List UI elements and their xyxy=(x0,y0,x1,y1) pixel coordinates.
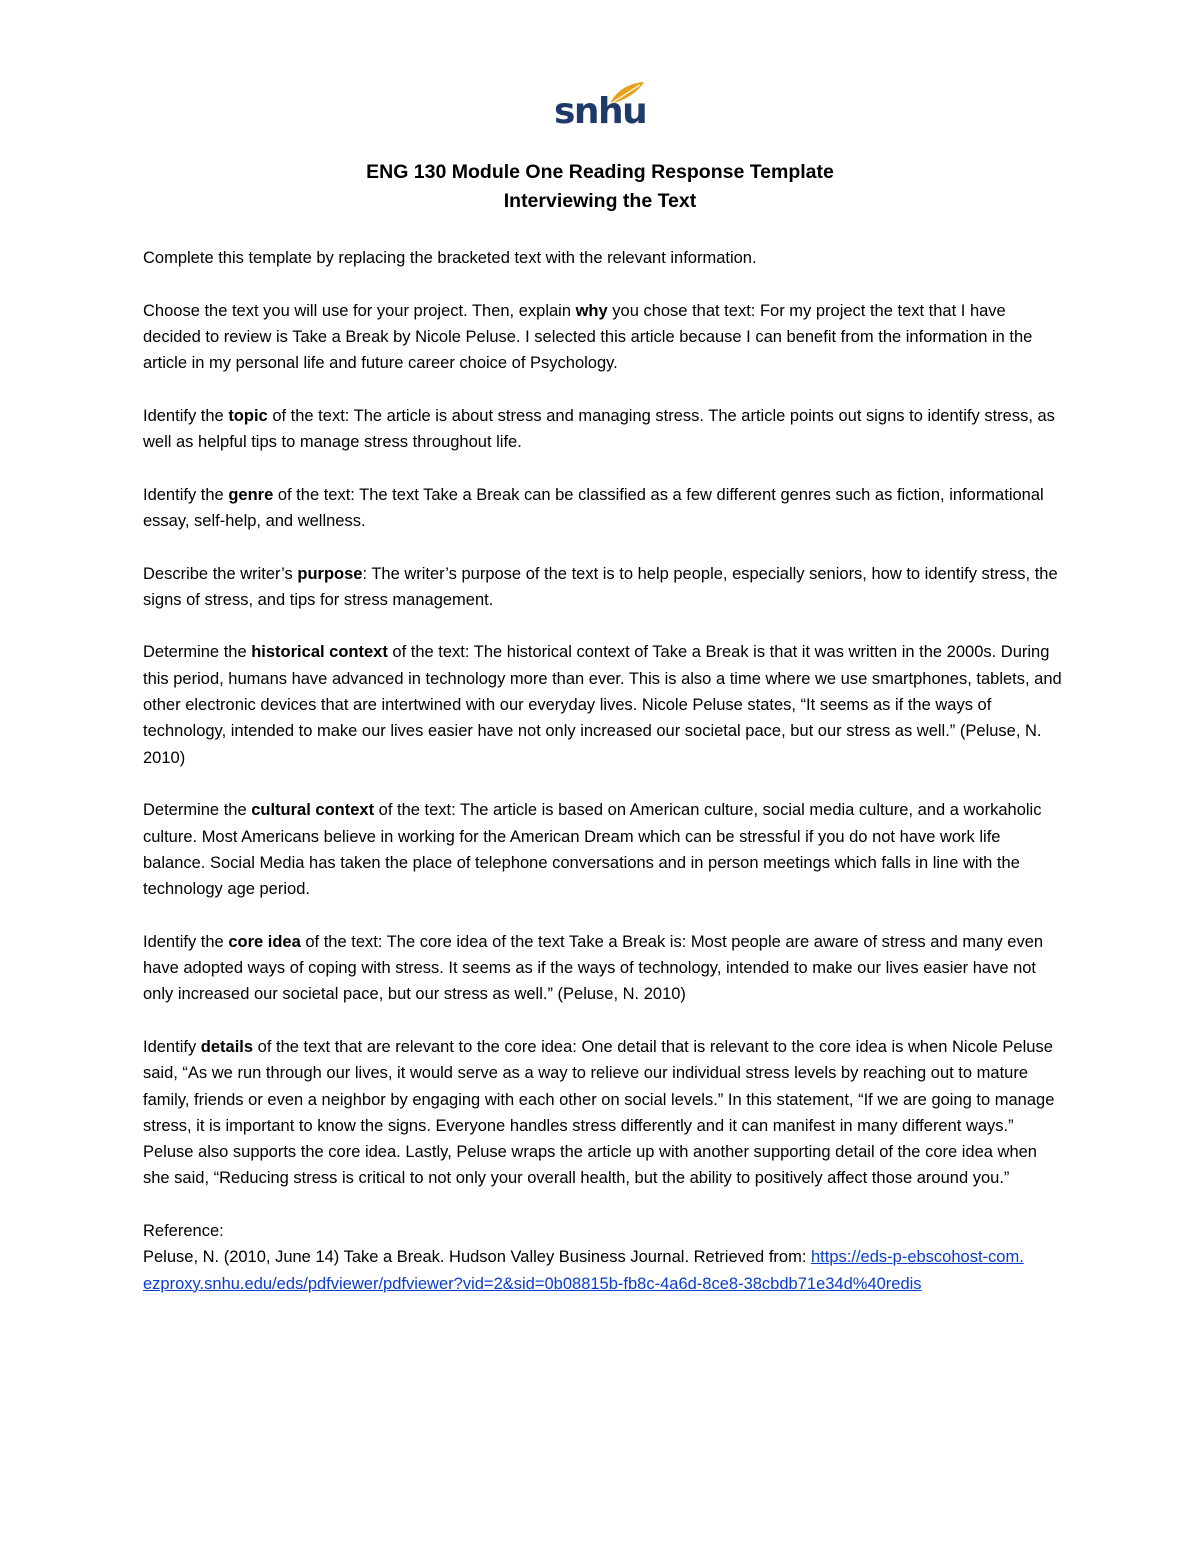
why-paragraph xyxy=(143,298,1063,377)
logo-wordmark: snhu xyxy=(554,91,647,132)
genre-paragraph xyxy=(143,482,1063,535)
topic-prompt: Identify the xyxy=(143,406,229,425)
core-keyword: core idea xyxy=(228,932,301,951)
cultural-answer: of the text: The article is based on American culture, social media culture, and a workaholic culture. Most Americans believe in working for the American Dream which can be stressful if you do not have work life balance. Social Media has taken the place of telephone conversations and in person meetings which falls in line with the technology age period. xyxy=(143,801,1042,899)
details-prompt: Identify xyxy=(143,1037,201,1056)
details-keyword: details xyxy=(200,1037,254,1056)
reference-citation: Peluse, N. (2010, June 14) Take a Break. Hudson Valley Business Journal. Retrieved from: xyxy=(143,1248,811,1267)
historical-prompt: Determine the xyxy=(143,643,252,662)
cultural-context-paragraph xyxy=(143,797,1063,902)
genre-keyword: genre xyxy=(228,485,274,504)
details-answer: of the text that are relevant to the core idea: One detail that is relevant to the core idea is when Nicole Peluse said, “As we run through our lives, it would serve as a way to relieve our individual stress levels by reaching out to mature family, friends or even a neighbor by engaging with each other on social levels.” In this statement, “If we are going to manage stress, it is important to know the signs. Everyone handles stress differently and it can manifest in many different ways.” Peluse also supports the core idea. Lastly, Peluse wraps the article up with another supporting detail of the core idea when she said, “Reducing stress is critical to not only your overall health, but the ability to positively affect those around you.” xyxy=(143,1037,1055,1188)
topic-answer: of the text: The article is about stress and managing stress. The article points out signs to identify stress, as well as helpful tips to manage stress throughout life. xyxy=(143,406,1055,452)
topic-paragraph xyxy=(143,403,1063,456)
why-keyword: why xyxy=(575,301,608,320)
historical-keyword: historical context xyxy=(251,643,388,662)
cultural-keyword: cultural context xyxy=(251,801,375,820)
historical-answer: of the text: The historical context of Take a Break is that it was written in the 2000s. During this period, humans have advanced in technology more than ever. This is also a time where we use smartphones, tablets, and other electronic devices that are intertwined with our everyday lives. Nicole Peluse states, “It seems as if the ways of technology, intended to make our lives easier have not only increased our societal pace, but our stress as well.” (Peluse, N. 2010) xyxy=(143,643,1062,767)
cultural-prompt: Determine the xyxy=(143,801,252,820)
document-body xyxy=(143,245,1063,1297)
purpose-prompt: Describe the writer’s xyxy=(143,564,298,583)
snhu-logo xyxy=(554,80,647,136)
historical-context-paragraph xyxy=(143,639,1063,770)
topic-keyword: topic xyxy=(228,406,268,425)
purpose-paragraph xyxy=(143,561,1063,614)
reference-label: Reference: xyxy=(143,1221,224,1240)
core-answer: of the text: The core idea of the text Take a Break is: Most people are aware of stress and many even have adopted ways of coping with stress. It seems as if the ways of technology, intended to make our lives easier have not only increased our societal pace, but our stress as well.” (Peluse, N. 2010) xyxy=(143,932,1044,1004)
instruction-paragraph: Complete this template by replacing the bracketed text with the relevant information. xyxy=(143,249,757,267)
document-subtitle: Interviewing the Text xyxy=(503,190,697,212)
purpose-keyword: purpose xyxy=(297,564,363,583)
why-prompt: Choose the text you will use for your project. Then, explain xyxy=(143,301,576,320)
purpose-answer: : The writer’s purpose of the text is to help people, especially seniors, how to identify stress, the signs of stress, and tips for stress management. xyxy=(143,564,1058,609)
why-answer: you chose that text: For my project the text that I have decided to review is Take a Break by Nicole Peluse. I selected this article because I can benefit from the information in the article in my personal life and future career choice of Psychology. xyxy=(143,301,1033,373)
core-idea-paragraph xyxy=(143,929,1063,1008)
details-paragraph xyxy=(143,1034,1063,1192)
genre-answer: of the text: The text Take a Break can be classified as a few different genres such as fiction, informational essay, self-help, and wellness. xyxy=(143,485,1044,530)
reference-section xyxy=(143,1218,1063,1297)
core-prompt: Identify the xyxy=(143,932,229,951)
document-title: ENG 130 Module One Reading Response Template xyxy=(366,161,834,183)
genre-prompt: Identify the xyxy=(143,485,229,504)
reference-link[interactable]: https://eds-p-ebscohost-com.ezproxy.snhu.edu/eds/pdfviewer/pdfviewer?vid=2&sid=0b08815b-fb8c-4a6d-8ce8-38cbdb71e34d%40redis xyxy=(143,1248,1024,1293)
